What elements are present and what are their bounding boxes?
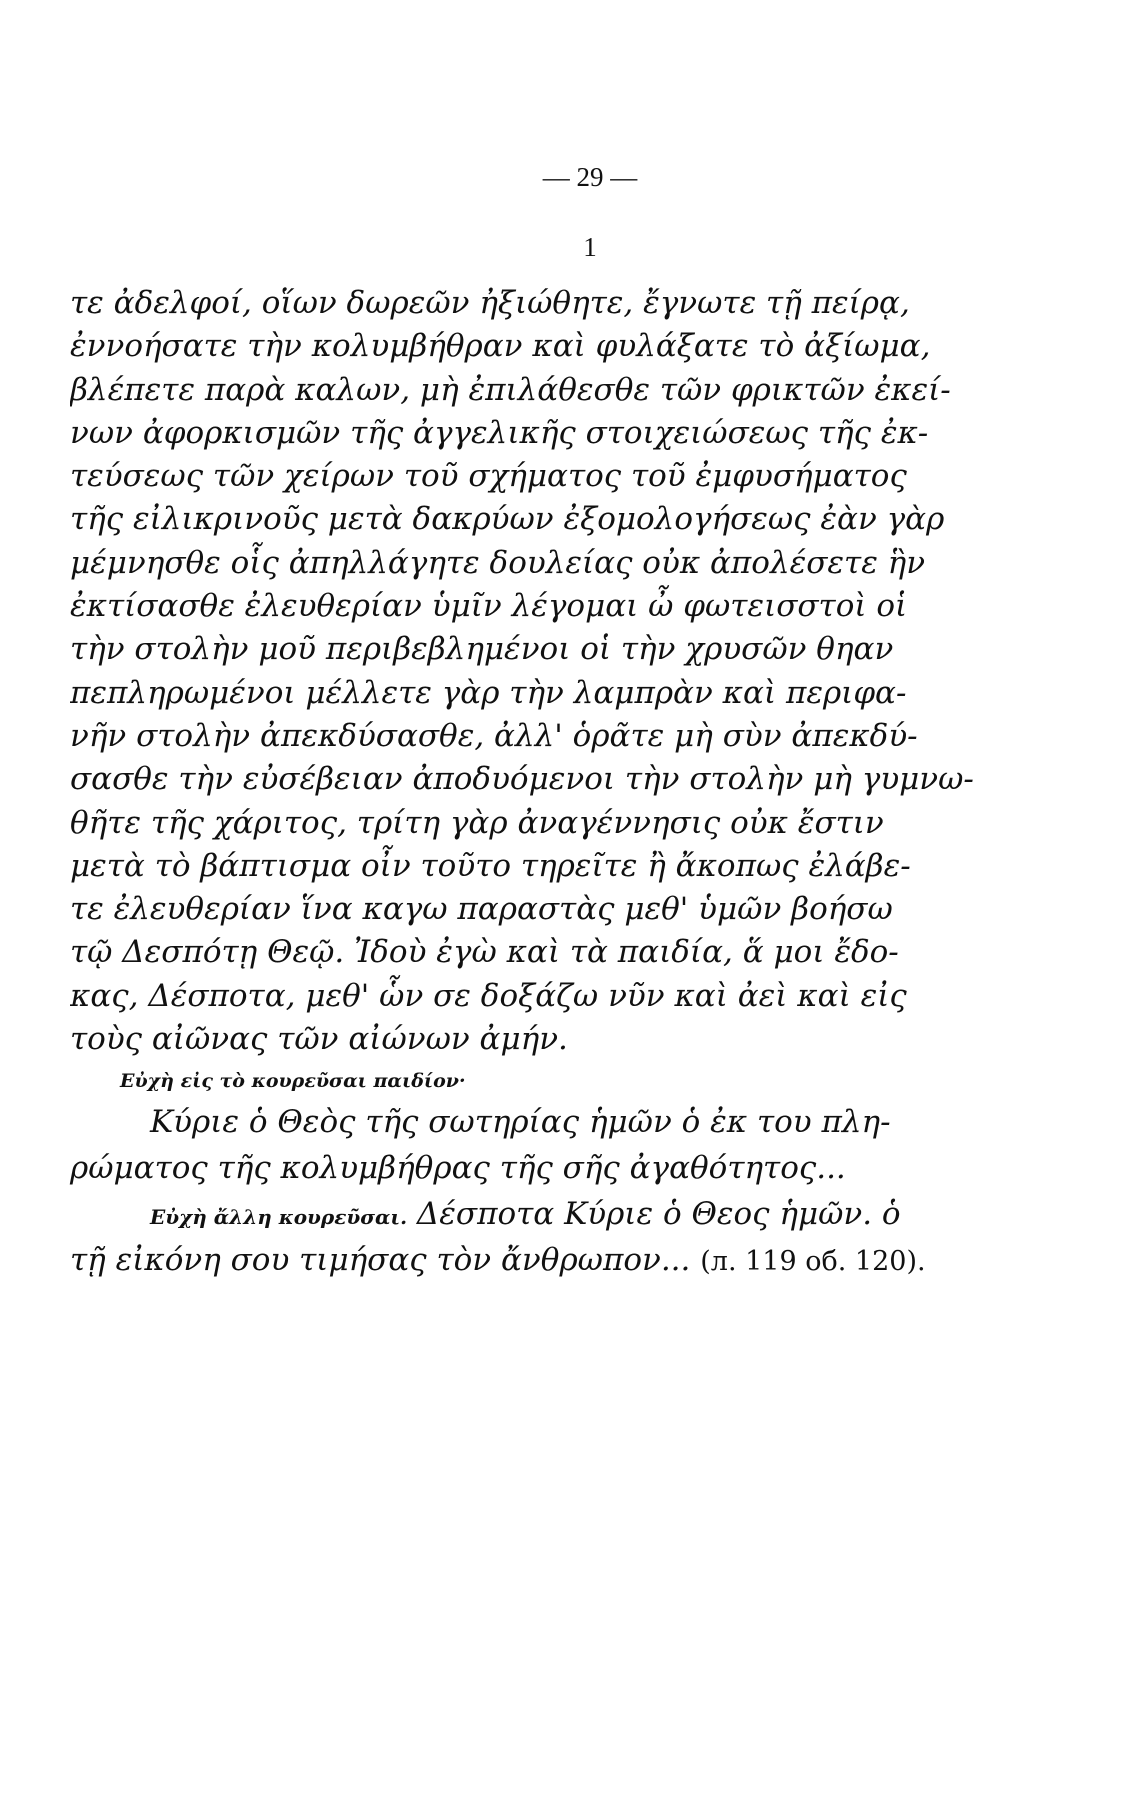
text-line: τῆς εἰλικρινοῦς μετὰ δακρύων ἐξομολογήσεως ἐὰν γὰρ bbox=[70, 501, 945, 538]
section-marker: 1 bbox=[583, 232, 597, 262]
text-line: ἐκτίσασθε ἐλευθερίαν ὑμῖν λέγομαι ὦ φωτεισστοὶ οἱ bbox=[70, 588, 908, 625]
text-line: ἐννοήσατε τὴν κολυμβήθραν καὶ φυλάξατε τὸ ἀξίωμα, bbox=[70, 328, 931, 365]
prayer-heading: Εὐχὴ εἰς τὸ κουρεῦσαι παιδίον· bbox=[120, 1070, 466, 1093]
text-line: τεύσεως τῶν χείρων τοῦ σχήματος τοῦ ἐμφυσήματος bbox=[70, 458, 907, 495]
prayer-text: τῇ εἰκόνη σου τιμήσας τὸν ἄνθρωπον... bbox=[70, 1242, 691, 1279]
text-line: κας, Δέσποτα, μεθ' ὧν σε δοξάζω νῦν καὶ ἀεὶ καὶ εἰς bbox=[70, 977, 907, 1014]
text-line: νῆν στολὴν ἀπεκδύσασθε, ἀλλ' ὁρᾶτε μὴ σὺν ἀπεκδύ- bbox=[70, 717, 918, 754]
prayer-line: ρώματος τῆς κολυμβήθρας τῆς σῆς ἀγαθότητος... bbox=[70, 1150, 846, 1187]
text-line: σασθε τὴν εὐσέβειαν ἀποδυόμενοι τὴν στολὴν μὴ γυμνω- bbox=[70, 761, 974, 798]
prayer-heading-inline: Εὐχὴ ἄλλη κουρεῦσαι. bbox=[150, 1205, 408, 1230]
prayer-line: Κύριε ὁ Θεὸς τῆς σωτηρίας ἡμῶν ὁ ἐκ του πλη- bbox=[150, 1104, 891, 1141]
text-line: τὴν στολὴν μοῦ περιβεβλημένοι οἱ τὴν χρυσῶν θηαν bbox=[70, 631, 894, 668]
text-line: νων ἀφορκισμῶν τῆς ἀγγελικῆς στοιχειώσεως τῆς ἐκ- bbox=[70, 414, 929, 451]
prayer-line bbox=[70, 1191, 1070, 1237]
text-line: μετὰ τὸ βάπτισμα οἶν τοῦτο τηρεῖτε ἢ ἄκοπως ἐλάβε- bbox=[70, 847, 911, 884]
text-line: μέμνησθε οἷς ἀπηλλάγητε δουλείας οὐκ ἀπολέσετε ἣν bbox=[70, 544, 926, 581]
text-line: τοὺς αἰῶνας τῶν αἰώνων ἀμήν. bbox=[70, 1021, 568, 1058]
text-line: πεπληρωμένοι μέλλετε γὰρ τὴν λαμπρὰν καὶ περιφα- bbox=[70, 674, 907, 711]
body-text bbox=[70, 282, 1070, 1283]
prayer-line bbox=[70, 1237, 1070, 1283]
folio-reference: (л. 119 об. 120). bbox=[700, 1246, 926, 1278]
text-line: τῷ Δεσπότῃ Θεῷ. Ἰδοὺ ἐγὼ καὶ τὰ παιδία, ἅ μοι ἔδο- bbox=[70, 934, 899, 971]
text-line: θῆτε τῆς χάριτος, τρίτη γὰρ ἀναγέννησις οὐκ ἔστιν bbox=[70, 804, 884, 841]
page-number: — 29 — bbox=[542, 162, 638, 192]
text-line: βλέπετε παρὰ καλων, μὴ ἐπιλάθεσθε τῶν φρικτῶν ἐκεί- bbox=[70, 371, 951, 408]
text-line: τε ἐλευθερίαν ἵνα καγω παραστὰς μεθ' ὑμῶν βοήσω bbox=[70, 891, 893, 928]
prayer-text: Δέσποτα Κύριε ὁ Θεος ἡμῶν. ὁ bbox=[416, 1196, 901, 1233]
text-line: τε ἀδελφοί, οἵων δωρεῶν ἠξιώθητε, ἔγνωτε τῇ πείρᾳ, bbox=[70, 285, 910, 321]
